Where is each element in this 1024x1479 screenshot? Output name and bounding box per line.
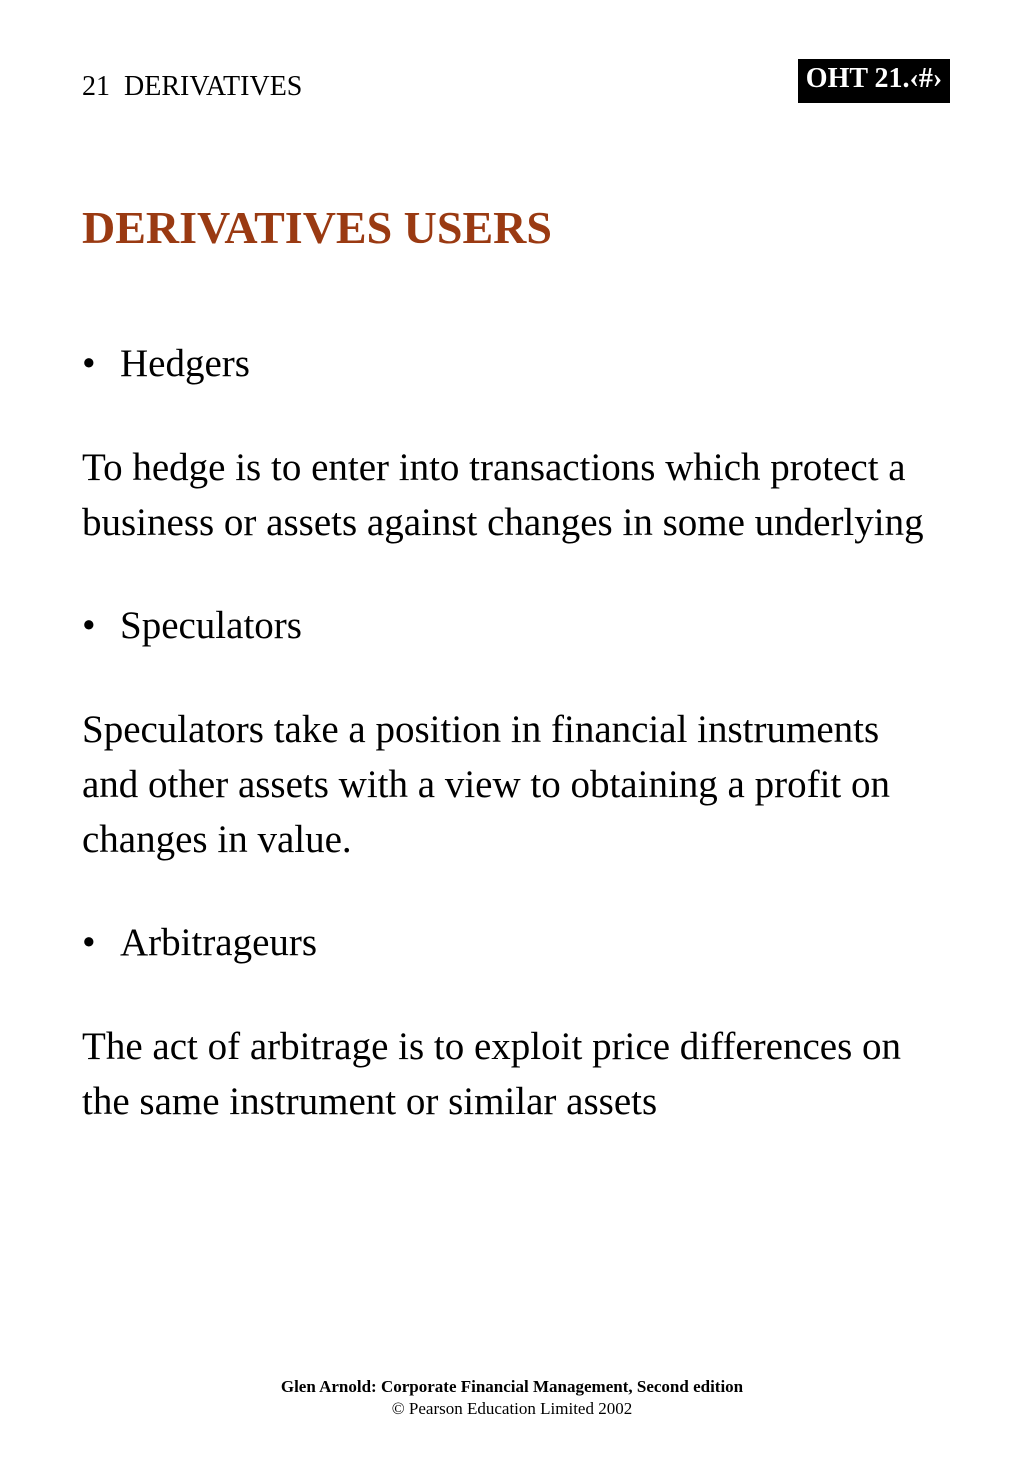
footer-book-citation: Glen Arnold: Corporate Financial Management, Second edition bbox=[280, 1377, 744, 1396]
bullet-heading: Arbitrageurs bbox=[120, 921, 318, 964]
page-title: DERIVATIVES USERS bbox=[82, 202, 552, 253]
bullet-dot: • bbox=[82, 921, 96, 964]
chapter-header: 21 DERIVATIVES bbox=[82, 71, 303, 102]
bullet-heading: Speculators bbox=[120, 604, 302, 647]
bullet-hedgers bbox=[82, 336, 942, 392]
hedgers-description: To hedge is to enter into transactions which protect a business or assets against changes in some underlying bbox=[82, 446, 924, 544]
slide-number-badge: OHT 21.‹#› bbox=[798, 59, 950, 103]
arbitrageurs-description: The act of arbitrage is to exploit price differences on the same instrument or similar assets bbox=[82, 1025, 902, 1123]
bullet-arbitrageurs bbox=[82, 915, 942, 971]
bullet-heading: Hedgers bbox=[120, 342, 250, 385]
bullet-dot: • bbox=[82, 342, 96, 385]
content-body bbox=[82, 336, 942, 1177]
bullet-dot: • bbox=[82, 604, 96, 647]
bullet-speculators bbox=[82, 598, 942, 654]
speculators-description: Speculators take a position in financial instruments and other assets with a view to obtaining a profit on changes in value. bbox=[82, 708, 890, 861]
footer bbox=[0, 1376, 1024, 1420]
footer-copyright: © Pearson Education Limited 2002 bbox=[391, 1399, 633, 1418]
